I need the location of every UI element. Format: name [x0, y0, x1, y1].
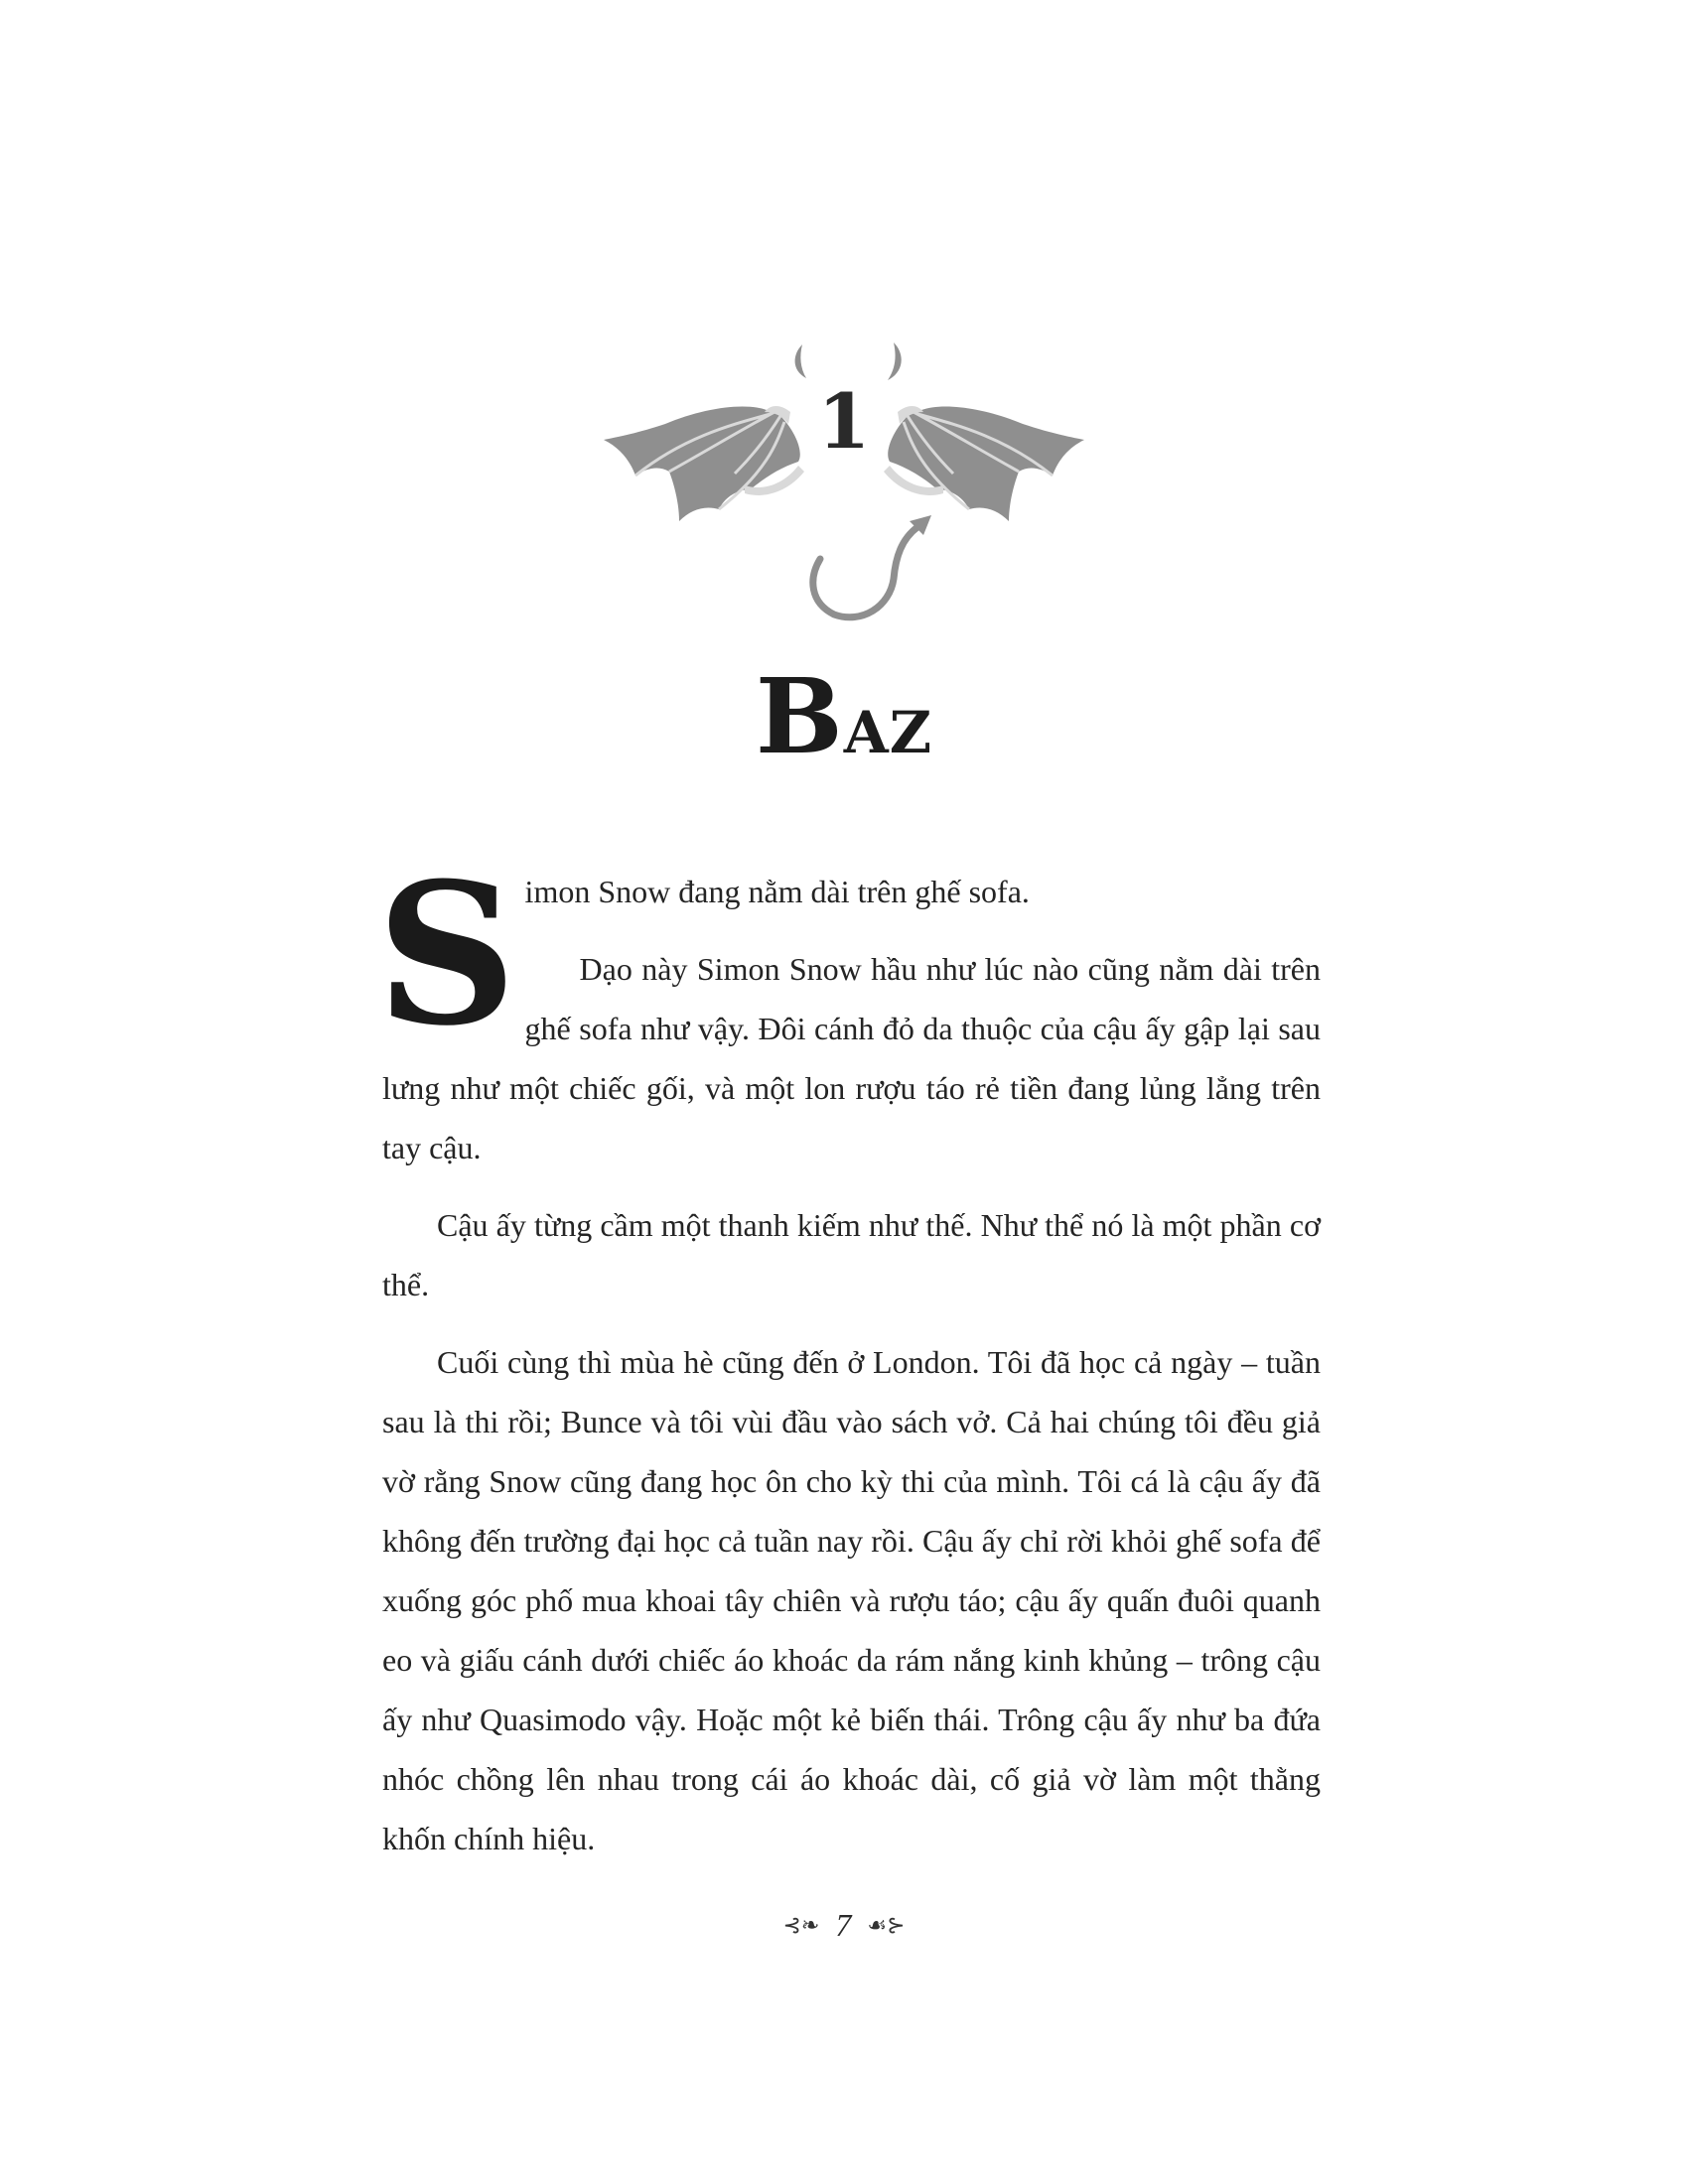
chapter-title — [0, 655, 1688, 777]
paragraph-4: Cuối cùng thì mùa hè cũng đến ở London. Tôi đã học cả ngày – tuần sau là thi rồi; Bunce và tôi vùi đầu vào sách vở. Cả hai chúng tôi đều giả vờ rằng Snow cũng đang học ôn cho kỳ thi của mình. Tôi cá là cậu ấy đã không đến trường đại học cả tuần nay rồi. Cậu ấy chỉ rời khỏi ghế sofa để xuống góc phố mua khoai tây chiên và rượu táo; cậu ấy quấn đuôi quanh eo và giấu cánh dưới chiếc áo khoác da rám nắng kinh khủng – trông cậu ấy như Quasimodo vậy. Hoặc một kẻ biến thái. Trông cậu ấy như ba đứa nhóc chồng lên nhau trong cái áo khoác dài, cố giả vờ làm một thằng khốn chính hiệu. — [382, 1344, 1321, 1856]
flourish-left-icon: ⊰❧ — [782, 1912, 820, 1938]
page-number: 7 — [835, 1907, 852, 1944]
right-horn — [888, 342, 902, 380]
drop-cap: S — [376, 841, 517, 1069]
flourish-right-icon: ☙⊱ — [867, 1912, 906, 1938]
left-wing — [604, 406, 800, 521]
chapter-body — [376, 841, 1321, 1886]
chapter-ornament — [596, 333, 1092, 630]
right-wing — [888, 406, 1084, 521]
chapter-title-rest: AZ — [843, 699, 933, 766]
left-horn — [795, 344, 806, 378]
paragraph-1-text: imon Snow đang nằm dài trên ghế sofa. — [524, 874, 1030, 909]
devil-tail — [813, 527, 917, 617]
chapter-title-initial: B — [755, 655, 844, 777]
paragraph-3: Cậu ấy từng cầm một thanh kiếm như thế. Như thể nó là một phần cơ thể. — [382, 1207, 1321, 1302]
page-footer — [0, 1904, 1688, 1944]
paragraph-2: Dạo này Simon Snow hầu như lúc nào cũng nằm dài trên ghế sofa như vậy. Đôi cánh đỏ da thuộc của cậu ấy gập lại sau lưng như một chiếc gối, và một lon rượu táo rẻ tiền đang lủng lẳng trên tay cậu. — [382, 951, 1321, 1165]
chapter-number: 1 — [817, 377, 871, 466]
